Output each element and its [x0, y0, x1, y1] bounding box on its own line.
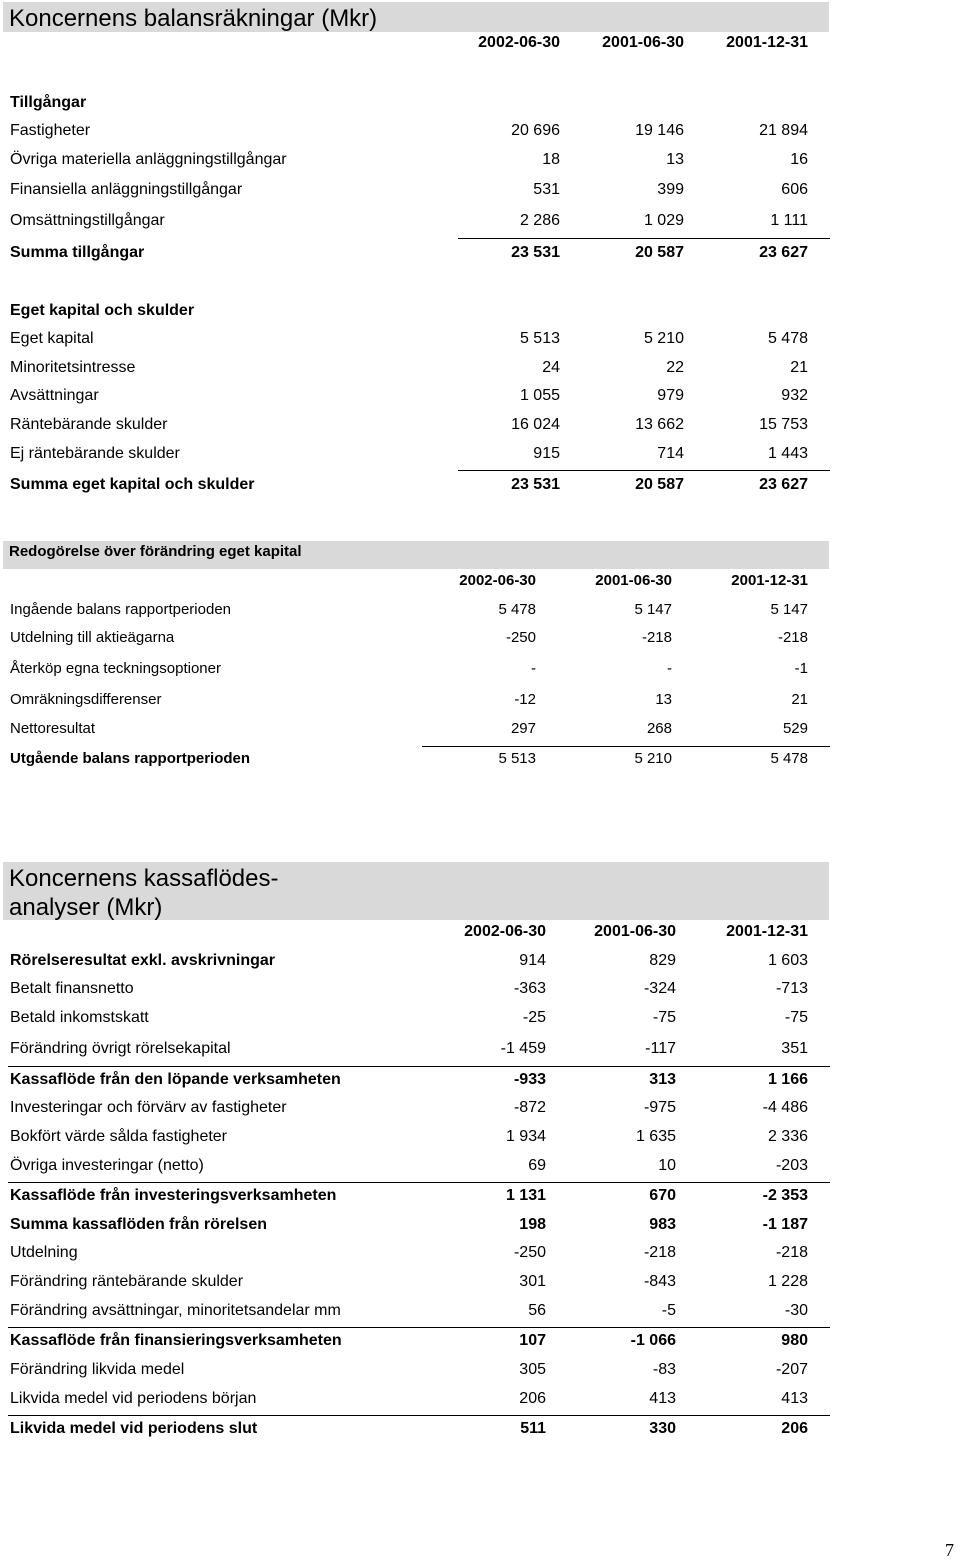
- row-label: Finansiella anläggningstillgångar: [10, 181, 243, 198]
- row-value: 13: [655, 691, 672, 708]
- row-value: 23 627: [759, 244, 808, 261]
- row-value: 16: [790, 151, 808, 168]
- row-value: 413: [649, 1390, 676, 1407]
- row-value: -975: [643, 1099, 676, 1116]
- row-value: 198: [519, 1216, 546, 1233]
- row-label: Ingående balans rapportperioden: [10, 601, 232, 618]
- table-row: [0, 1242, 960, 1264]
- row-label: Eget kapital: [10, 330, 94, 347]
- row-label: Summa kassaflöden från rörelsen: [10, 1216, 267, 1233]
- row-value: -363: [513, 980, 546, 997]
- row-value: 932: [781, 387, 808, 404]
- row-value: 399: [657, 181, 684, 198]
- row-value: 24: [542, 359, 560, 376]
- row-value: 268: [646, 720, 672, 737]
- row-value: 5 478: [770, 750, 808, 767]
- row-value: 1 934: [505, 1128, 546, 1145]
- row-value: 23 627: [759, 476, 808, 493]
- total-row: [0, 242, 960, 264]
- row-value: -218: [643, 1244, 676, 1261]
- row-value: 829: [649, 952, 676, 969]
- table-row: [0, 1271, 960, 1293]
- column-header: 2001-06-30: [602, 34, 684, 51]
- row-value: 5 210: [634, 750, 672, 767]
- row-value: -25: [522, 1009, 546, 1026]
- table-row: [0, 179, 960, 201]
- row-label: Betald inkomstskatt: [10, 1009, 149, 1026]
- row-value: -1 066: [630, 1332, 676, 1349]
- row-value: 107: [519, 1332, 546, 1349]
- table-row: [0, 627, 960, 649]
- table-row: [0, 1038, 960, 1060]
- row-value: 330: [649, 1420, 676, 1437]
- row-value: 21 894: [759, 122, 808, 139]
- row-value: 714: [657, 445, 684, 462]
- row-value: 206: [519, 1390, 546, 1407]
- row-label: Utdelning till aktieägarna: [10, 629, 175, 646]
- total-rule: [458, 238, 830, 239]
- row-value: 23 531: [511, 476, 560, 493]
- row-value: 413: [781, 1390, 808, 1407]
- row-value: -: [667, 660, 672, 677]
- row-label: Likvida medel vid periodens början: [10, 1390, 257, 1407]
- row-value: -1: [794, 660, 808, 677]
- row-value: 305: [519, 1361, 546, 1378]
- total-row: [0, 1418, 960, 1440]
- row-value: -5: [661, 1302, 676, 1319]
- row-value: 351: [781, 1040, 808, 1057]
- row-value: 529: [782, 720, 808, 737]
- table-row: [0, 443, 960, 465]
- row-value: -207: [775, 1361, 808, 1378]
- subtotal-rule: [8, 1327, 830, 1328]
- row-value: 21: [790, 359, 808, 376]
- subtotal-rule: [8, 1066, 830, 1067]
- row-label: Ej räntebärande skulder: [10, 445, 180, 462]
- row-label: Utgående balans rapportperioden: [10, 750, 251, 767]
- row-value: 1 635: [635, 1128, 676, 1145]
- subtotal-row: [0, 1330, 960, 1352]
- row-value: 56: [528, 1302, 546, 1319]
- row-value: 979: [657, 387, 684, 404]
- table-row: [0, 1155, 960, 1177]
- row-label: Utdelning: [10, 1244, 78, 1261]
- table-row: [0, 689, 960, 711]
- row-value: 20 587: [635, 476, 684, 493]
- row-label: Kassaflöde från finansieringsverksamheten: [10, 1332, 342, 1349]
- row-value: -843: [643, 1273, 676, 1290]
- row-label: Nettoresultat: [10, 720, 96, 737]
- row-value: 18: [542, 151, 560, 168]
- row-label: Likvida medel vid periodens slut: [10, 1420, 258, 1437]
- column-header: 2001-12-31: [731, 572, 808, 589]
- row-value: -324: [643, 980, 676, 997]
- total-rule: [8, 1415, 830, 1416]
- row-label: Avsättningar: [10, 387, 99, 404]
- row-label: Betalt finansnetto: [10, 980, 134, 997]
- table-row: [0, 149, 960, 171]
- column-header: 2001-06-30: [594, 923, 676, 940]
- row-label: Rörelseresultat exkl. avskrivningar: [10, 952, 276, 969]
- row-value: 1 603: [767, 952, 808, 969]
- table-row: [0, 1126, 960, 1148]
- row-value: 206: [781, 1420, 808, 1437]
- table-row: [0, 1097, 960, 1119]
- row-value: 1 131: [505, 1187, 546, 1204]
- table-row: [0, 658, 960, 680]
- row-value: -12: [514, 691, 536, 708]
- row-value: -4 486: [762, 1099, 808, 1116]
- cashflow-column-header: [0, 921, 960, 943]
- row-value: 5 513: [498, 750, 536, 767]
- row-label: Omsättningstillgångar: [10, 212, 165, 229]
- row-label: Förändring avsättningar, minoritetsandelar mm: [10, 1302, 341, 1319]
- row-label: Räntebärande skulder: [10, 416, 168, 433]
- row-value: 23 531: [511, 244, 560, 261]
- row-value: -203: [775, 1157, 808, 1174]
- row-label: Förändring likvida medel: [10, 1361, 185, 1378]
- row-value: 983: [649, 1216, 676, 1233]
- row-value: 1 166: [767, 1071, 808, 1088]
- section-heading: Eget kapital och skulder: [10, 302, 195, 319]
- equity-title: Redogörelse över förändring eget kapital: [9, 543, 302, 560]
- row-value: -713: [775, 980, 808, 997]
- row-label: Förändring övrigt rörelsekapital: [10, 1040, 231, 1057]
- row-label: Bokfört värde sålda fastigheter: [10, 1128, 228, 1145]
- row-value: -933: [513, 1071, 546, 1088]
- row-value: 5 478: [767, 330, 808, 347]
- row-value: 10: [658, 1157, 676, 1174]
- table-row: [0, 120, 960, 142]
- row-value: 313: [649, 1071, 676, 1088]
- table-row: [0, 950, 960, 972]
- row-label: Förändring räntebärande skulder: [10, 1273, 244, 1290]
- row-value: -218: [641, 629, 672, 646]
- table-row: [0, 328, 960, 350]
- table-row: [0, 1388, 960, 1410]
- section-heading: Tillgångar: [10, 94, 87, 111]
- row-value: 5 147: [634, 601, 672, 618]
- row-label: Kassaflöde från investeringsverksamheten: [10, 1187, 337, 1204]
- row-value: -83: [652, 1361, 676, 1378]
- row-value: 2 336: [767, 1128, 808, 1145]
- column-header: 2002-06-30: [478, 34, 560, 51]
- table-row: [0, 210, 960, 232]
- table-row: [0, 385, 960, 407]
- cashflow-title: [9, 864, 278, 922]
- row-value: -75: [784, 1009, 808, 1026]
- subtotal-row: [0, 1185, 960, 1207]
- row-value: 2 286: [519, 212, 560, 229]
- row-value: 22: [666, 359, 684, 376]
- row-value: -30: [784, 1302, 808, 1319]
- row-value: -218: [777, 629, 808, 646]
- row-value: 301: [519, 1273, 546, 1290]
- row-value: 20 696: [511, 122, 560, 139]
- table-row: [0, 357, 960, 379]
- row-value: 5 147: [770, 601, 808, 618]
- row-value: 606: [781, 181, 808, 198]
- balance-column-header: [0, 32, 960, 54]
- total-row: [0, 474, 960, 496]
- row-value: 5 478: [498, 601, 536, 618]
- row-label: Summa tillgångar: [10, 244, 145, 261]
- table-row: [0, 718, 960, 740]
- column-header: 2002-06-30: [464, 923, 546, 940]
- row-value: 1 228: [767, 1273, 808, 1290]
- row-label: Övriga investeringar (netto): [10, 1157, 204, 1174]
- row-value: 1 443: [767, 445, 808, 462]
- row-value: 1 111: [770, 212, 808, 229]
- row-value: -250: [505, 629, 536, 646]
- row-label: Minoritetsintresse: [10, 359, 136, 376]
- row-value: 16 024: [511, 416, 560, 433]
- row-value: -218: [775, 1244, 808, 1261]
- equity-column-header: [0, 570, 960, 592]
- row-value: 914: [519, 952, 546, 969]
- table-row: [0, 1300, 960, 1322]
- row-label: Fastigheter: [10, 122, 91, 139]
- row-value: -75: [652, 1009, 676, 1026]
- row-value: 21: [791, 691, 808, 708]
- row-value: 13: [666, 151, 684, 168]
- row-value: 915: [533, 445, 560, 462]
- row-value: 69: [528, 1157, 546, 1174]
- total-rule: [422, 746, 830, 747]
- liabilities-heading: [0, 300, 960, 322]
- row-value: 13 662: [635, 416, 684, 433]
- row-value: 19 146: [635, 122, 684, 139]
- row-value: -117: [645, 1040, 676, 1057]
- row-value: 531: [533, 181, 560, 198]
- row-value: 5 513: [519, 330, 560, 347]
- cashflow-title-line: analyser (Mkr): [9, 894, 163, 921]
- table-row: [0, 1007, 960, 1029]
- column-header: 2002-06-30: [459, 572, 536, 589]
- row-value: 1 055: [519, 387, 560, 404]
- row-label: Återköp egna teckningsoptioner: [10, 660, 221, 677]
- assets-heading: [0, 92, 960, 114]
- page-number: 7: [945, 1540, 954, 1560]
- table-row: [0, 978, 960, 1000]
- subtotal-row: [0, 1069, 960, 1091]
- row-value: 511: [520, 1420, 546, 1437]
- row-value: 5 210: [643, 330, 684, 347]
- row-label: Summa eget kapital och skulder: [10, 476, 255, 493]
- row-value: -: [531, 660, 536, 677]
- row-value: 1 029: [643, 212, 684, 229]
- row-value: -1 187: [762, 1216, 808, 1233]
- row-value: 980: [781, 1332, 808, 1349]
- table-row: [0, 599, 960, 621]
- row-value: -872: [513, 1099, 546, 1116]
- row-value: 670: [649, 1187, 676, 1204]
- row-label: Övriga materiella anläggningstillgångar: [10, 151, 287, 168]
- row-value: -2 353: [762, 1187, 808, 1204]
- cashflow-title-line: Koncernens kassaflödes-: [9, 865, 279, 892]
- row-label: Investeringar och förvärv av fastigheter: [10, 1099, 287, 1116]
- total-rule: [458, 470, 830, 471]
- balance-title: Koncernens balansräkningar (Mkr): [9, 5, 378, 32]
- row-label: Kassaflöde från den löpande verksamheten: [10, 1071, 341, 1088]
- subtotal-rule: [8, 1182, 830, 1183]
- column-header: 2001-06-30: [595, 572, 672, 589]
- column-header: 2001-12-31: [726, 34, 808, 51]
- table-row: [0, 1359, 960, 1381]
- row-value: 20 587: [635, 244, 684, 261]
- row-value: -1 459: [500, 1040, 546, 1057]
- column-header: 2001-12-31: [726, 923, 808, 940]
- row-label: Omräkningsdifferenser: [10, 691, 162, 708]
- row-value: 15 753: [759, 416, 808, 433]
- row-value: 297: [510, 720, 536, 737]
- table-row: [0, 414, 960, 436]
- subtotal-row: [0, 1214, 960, 1236]
- row-value: -250: [513, 1244, 546, 1261]
- total-row: [0, 748, 960, 770]
